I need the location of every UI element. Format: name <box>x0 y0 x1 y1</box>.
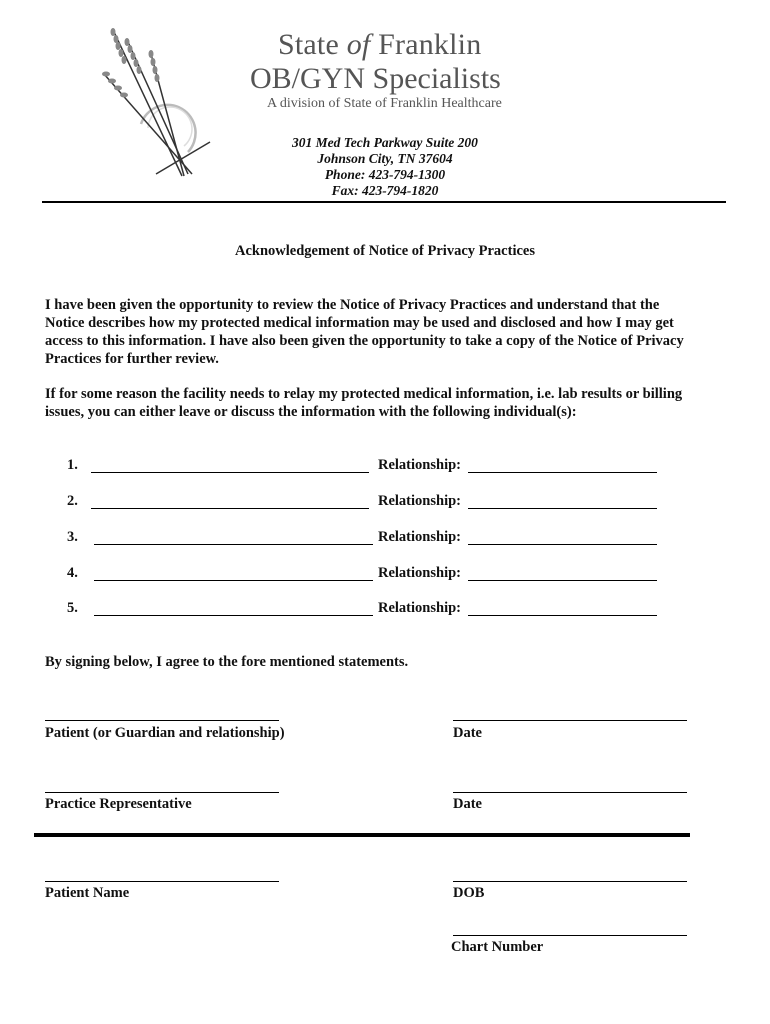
paragraph-line: Practices for further review. <box>45 351 219 367</box>
address-street: 301 Med Tech Parkway Suite 200 <box>292 135 478 150</box>
paragraph-line: I have been given the opportunity to review the Notice of Privacy Practices and understand that the <box>45 297 660 313</box>
individual-name-line[interactable] <box>91 508 369 509</box>
chart-number-line[interactable] <box>453 935 687 936</box>
organization-division: A division of State of Franklin Healthcare <box>267 96 502 111</box>
paragraph-line: access to this information. I have also been given the opportunity to take a copy of the Notice of Privacy <box>45 333 684 349</box>
individual-name-line[interactable] <box>91 472 369 473</box>
individual-number: 2. <box>67 493 78 509</box>
dob-label: DOB <box>453 885 485 901</box>
patient-signature-line[interactable] <box>45 720 279 721</box>
relationship-line[interactable] <box>468 508 657 509</box>
fax-number: Fax: 423-794-1820 <box>331 183 439 198</box>
individual-number: 3. <box>67 529 78 545</box>
relay-paragraph <box>45 385 730 421</box>
date-label: Date <box>453 725 482 741</box>
date-label: Date <box>453 796 482 812</box>
address-city: Johnson City, TN 37604 <box>317 151 453 166</box>
patient-signature-label: Patient (or Guardian and relationship) <box>45 725 285 741</box>
date-line[interactable] <box>453 720 687 721</box>
relationship-label: Relationship: <box>378 457 461 473</box>
relationship-label: Relationship: <box>378 493 461 509</box>
relationship-label: Relationship: <box>378 565 461 581</box>
individual-number: 1. <box>67 457 78 473</box>
individual-name-line[interactable] <box>94 544 373 545</box>
chart-number-label: Chart Number <box>451 939 544 955</box>
header-divider <box>42 201 726 203</box>
relationship-line[interactable] <box>468 472 657 473</box>
agreement-statement: By signing below, I agree to the fore mentioned statements. <box>45 654 409 670</box>
paragraph-line: Notice describes how my protected medical information may be used and disclosed and how I may get <box>45 315 674 331</box>
relationship-line[interactable] <box>468 580 657 581</box>
patient-name-line[interactable] <box>45 881 279 882</box>
relationship-label: Relationship: <box>378 600 461 616</box>
date-line[interactable] <box>453 792 687 793</box>
document-title: Acknowledgement of Notice of Privacy Practices <box>235 243 535 259</box>
relationship-line[interactable] <box>468 544 657 545</box>
organization-name: State of Franklin <box>278 28 482 61</box>
section-divider <box>34 833 690 837</box>
individual-name-line[interactable] <box>94 615 373 616</box>
paragraph-line: issues, you can either leave or discuss the information with the following individual(s): <box>45 404 577 420</box>
lavender-logo-icon <box>96 24 221 184</box>
individual-number: 4. <box>67 565 78 581</box>
paragraph-line: If for some reason the facility needs to relay my protected medical information, i.e. lab results or billing <box>45 386 683 402</box>
dob-line[interactable] <box>453 881 687 882</box>
organization-subtitle: OB/GYN Specialists <box>250 62 501 95</box>
representative-label: Practice Representative <box>45 796 192 812</box>
individual-number: 5. <box>67 600 78 616</box>
acknowledgement-paragraph <box>45 296 730 368</box>
phone-number: Phone: 423-794-1300 <box>324 167 446 182</box>
relationship-label: Relationship: <box>378 529 461 545</box>
relationship-line[interactable] <box>468 615 657 616</box>
individual-name-line[interactable] <box>94 580 373 581</box>
patient-name-label: Patient Name <box>45 885 130 901</box>
representative-signature-line[interactable] <box>45 792 279 793</box>
